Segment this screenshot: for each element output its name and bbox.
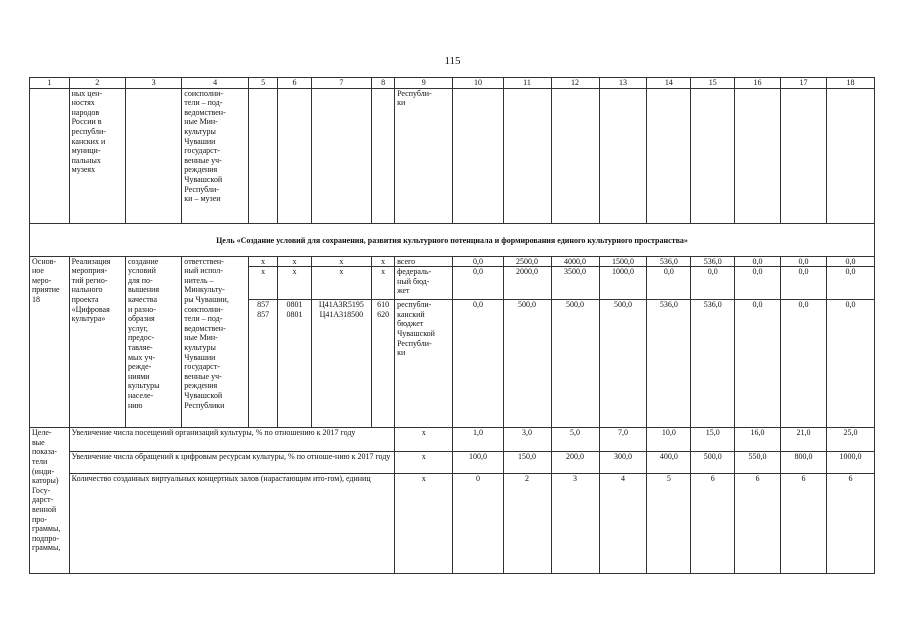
value-cell: 0,0 bbox=[826, 300, 874, 428]
indicator-x: x bbox=[395, 474, 453, 574]
value-cell: 6 bbox=[735, 474, 781, 574]
value-cell: 3,0 bbox=[503, 428, 551, 452]
cell bbox=[599, 88, 647, 223]
col-header: 16 bbox=[735, 78, 781, 89]
value-cell: 4000,0 bbox=[551, 256, 599, 267]
cell-continuation-measure: ных цен- ностях народов России в республи- канских и муници- пальных музеях bbox=[69, 88, 125, 223]
value-cell: 0,0 bbox=[735, 267, 781, 300]
value-cell: 15,0 bbox=[691, 428, 735, 452]
activity-executor: ответствен- ный испол- нитель – Минкульту- ры Чувашии, соисполни- тели – под- ведомствен- ные Мин- культуры Чувашии государст- венные уч- реждения Чувашской Республики bbox=[182, 256, 249, 428]
value-cell: 1500,0 bbox=[599, 256, 647, 267]
col-header: 14 bbox=[647, 78, 691, 89]
cell bbox=[647, 88, 691, 223]
value-cell: 3 bbox=[551, 474, 599, 574]
value-cell: 3500,0 bbox=[551, 267, 599, 300]
value-cell: 2500,0 bbox=[503, 256, 551, 267]
cell bbox=[278, 88, 311, 223]
value-cell: 7,0 bbox=[599, 428, 647, 452]
cell bbox=[826, 88, 874, 223]
value-cell: 0,0 bbox=[453, 300, 503, 428]
value-cell: 550,0 bbox=[735, 452, 781, 474]
value-cell: 0,0 bbox=[826, 256, 874, 267]
grbs-code: x bbox=[249, 267, 278, 300]
col-header: 18 bbox=[826, 78, 874, 89]
col-header: 12 bbox=[551, 78, 599, 89]
funding-source: всего bbox=[395, 256, 453, 267]
value-cell: 0,0 bbox=[735, 256, 781, 267]
col-header: 5 bbox=[249, 78, 278, 89]
cell bbox=[453, 88, 503, 223]
col-header: 4 bbox=[182, 78, 249, 89]
value-cell: 536,0 bbox=[691, 300, 735, 428]
col-header: 2 bbox=[69, 78, 125, 89]
cell bbox=[551, 88, 599, 223]
value-cell: 6 bbox=[781, 474, 827, 574]
value-cell: 536,0 bbox=[647, 300, 691, 428]
value-cell: 4 bbox=[599, 474, 647, 574]
activity-row-total bbox=[30, 256, 875, 267]
value-cell: 0,0 bbox=[781, 267, 827, 300]
col-header: 10 bbox=[453, 78, 503, 89]
value-cell: 500,0 bbox=[551, 300, 599, 428]
page-number: 115 bbox=[444, 55, 461, 67]
section-code: x bbox=[278, 256, 311, 267]
cell bbox=[503, 88, 551, 223]
expense-type-code: x bbox=[372, 267, 395, 300]
program-table bbox=[29, 77, 875, 574]
value-cell: 6 bbox=[826, 474, 874, 574]
cell-continuation-executor: соисполни- тели – под- ведомствен- ные Мин- культуры Чувашии государст- венные уч- реждения Чувашской Республи- ки – музеи bbox=[182, 88, 249, 223]
value-cell: 6 bbox=[691, 474, 735, 574]
indicator-row bbox=[30, 474, 875, 574]
section-code: 0801 0801 bbox=[278, 300, 311, 428]
value-cell: 1000,0 bbox=[826, 452, 874, 474]
value-cell: 0,0 bbox=[735, 300, 781, 428]
value-cell: 1,0 bbox=[453, 428, 503, 452]
value-cell: 400,0 bbox=[647, 452, 691, 474]
value-cell: 800,0 bbox=[781, 452, 827, 474]
value-cell: 300,0 bbox=[599, 452, 647, 474]
value-cell: 0,0 bbox=[781, 300, 827, 428]
indicator-name: Увеличение числа посещений организаций культуры, % по отношению к 2017 году bbox=[69, 428, 394, 452]
value-cell: 500,0 bbox=[503, 300, 551, 428]
grbs-code: 857 857 bbox=[249, 300, 278, 428]
col-header: 7 bbox=[311, 78, 372, 89]
value-cell: 0,0 bbox=[647, 267, 691, 300]
cell bbox=[372, 88, 395, 223]
goal-heading: Цель «Создание условий для сохранения, развития культурного потенциала и формирования единого культурного пространства» bbox=[30, 223, 875, 256]
activity-name: Реализация мероприя- тий регио- нального проекта «Цифровая культура» bbox=[69, 256, 125, 428]
target-item-code: x bbox=[311, 267, 372, 300]
col-header: 11 bbox=[503, 78, 551, 89]
col-header: 13 bbox=[599, 78, 647, 89]
col-header: 15 bbox=[691, 78, 735, 89]
indicator-name: Увеличение числа обращений к цифровым ресурсам культуры, % по отноше-нию к 2017 году bbox=[69, 452, 394, 474]
value-cell: 5 bbox=[647, 474, 691, 574]
section-code: x bbox=[278, 267, 311, 300]
value-cell: 0,0 bbox=[453, 256, 503, 267]
value-cell: 10,0 bbox=[647, 428, 691, 452]
col-header: 9 bbox=[395, 78, 453, 89]
funding-source: республи- канский бюджет Чувашской Республи- ки bbox=[395, 300, 453, 428]
value-cell: 0,0 bbox=[826, 267, 874, 300]
funding-source: федераль- ный бюд- жет bbox=[395, 267, 453, 300]
activity-goal: создание условий для по- вышения качества и разно- образия услуг, предос- тавляе- мых уч- режде- ниями культуры населе- нию bbox=[125, 256, 181, 428]
target-item-code: Ц41А3R5195 Ц41А318500 bbox=[311, 300, 372, 428]
expense-type-code: 610 620 bbox=[372, 300, 395, 428]
cell bbox=[691, 88, 735, 223]
value-cell: 25,0 bbox=[826, 428, 874, 452]
cell bbox=[125, 88, 181, 223]
value-cell: 0,0 bbox=[691, 267, 735, 300]
goal-row bbox=[30, 223, 875, 256]
expense-type-code: x bbox=[372, 256, 395, 267]
indicator-name: Количество созданных виртуальных концертных залов (нарастающим ито-гом), единиц bbox=[69, 474, 394, 574]
value-cell: 2 bbox=[503, 474, 551, 574]
value-cell: 500,0 bbox=[691, 452, 735, 474]
cell bbox=[30, 88, 70, 223]
activity-type: Основ- ное меро- приятие 18 bbox=[30, 256, 70, 428]
value-cell: 150,0 bbox=[503, 452, 551, 474]
value-cell: 0,0 bbox=[781, 256, 827, 267]
value-cell: 536,0 bbox=[647, 256, 691, 267]
value-cell: 1000,0 bbox=[599, 267, 647, 300]
value-cell: 5,0 bbox=[551, 428, 599, 452]
value-cell: 2000,0 bbox=[503, 267, 551, 300]
value-cell: 536,0 bbox=[691, 256, 735, 267]
cell bbox=[311, 88, 372, 223]
column-number-row bbox=[30, 78, 875, 89]
continuation-row bbox=[30, 88, 875, 223]
cell bbox=[781, 88, 827, 223]
indicator-row bbox=[30, 428, 875, 452]
cell bbox=[735, 88, 781, 223]
indicators-label: Целе- вые показа- тели (инди- каторы) Госу- дарст- венной про- граммы, подпро- граммы, bbox=[30, 428, 70, 574]
value-cell: 0 bbox=[453, 474, 503, 574]
grbs-code: x bbox=[249, 256, 278, 267]
cell-continuation-source: Республи- ки bbox=[395, 88, 453, 223]
indicator-x: x bbox=[395, 428, 453, 452]
col-header: 6 bbox=[278, 78, 311, 89]
value-cell: 200,0 bbox=[551, 452, 599, 474]
cell bbox=[249, 88, 278, 223]
value-cell: 0,0 bbox=[453, 267, 503, 300]
indicator-x: x bbox=[395, 452, 453, 474]
value-cell: 16,0 bbox=[735, 428, 781, 452]
col-header: 1 bbox=[30, 78, 70, 89]
col-header: 3 bbox=[125, 78, 181, 89]
col-header: 8 bbox=[372, 78, 395, 89]
indicator-row bbox=[30, 452, 875, 474]
value-cell: 500,0 bbox=[599, 300, 647, 428]
value-cell: 100,0 bbox=[453, 452, 503, 474]
value-cell: 21,0 bbox=[781, 428, 827, 452]
col-header: 17 bbox=[781, 78, 827, 89]
target-item-code: x bbox=[311, 256, 372, 267]
